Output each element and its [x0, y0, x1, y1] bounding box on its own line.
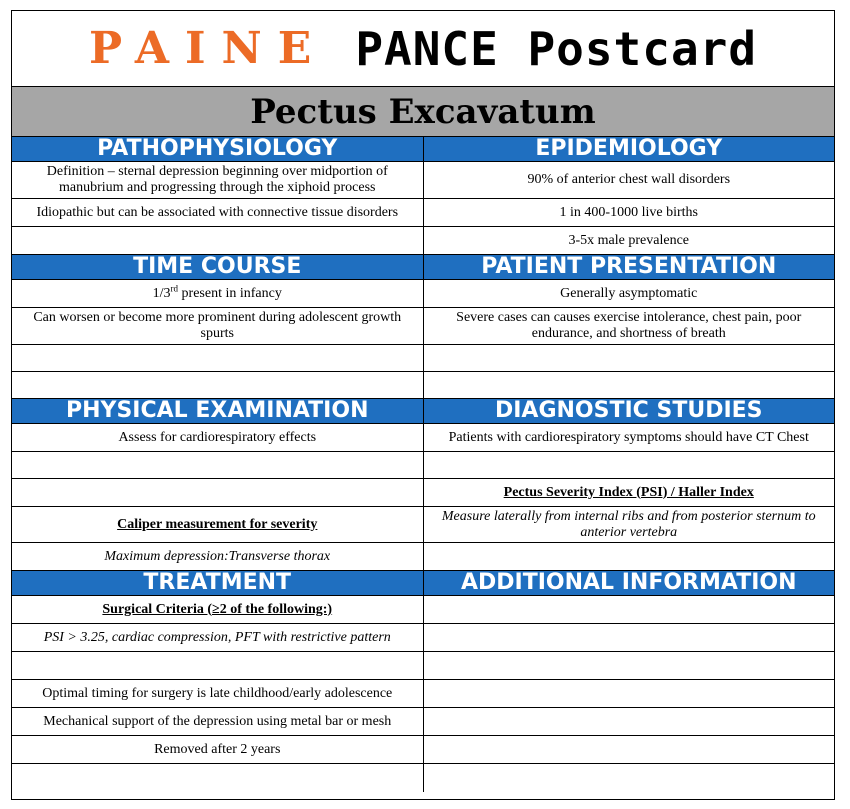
- table-row: [12, 308, 834, 345]
- treatment-item: Mechanical support of the depression using metal bar or mesh: [12, 708, 423, 736]
- table-row: [12, 199, 834, 227]
- empty-cell: [12, 372, 423, 399]
- empty-cell: [423, 345, 834, 372]
- time-course-item: Can worsen or become more prominent during adolescent growth spurts: [12, 308, 423, 345]
- postcard-header: [12, 11, 834, 87]
- patient-presentation-item: Generally asymptomatic: [423, 280, 834, 308]
- empty-cell: [423, 652, 834, 680]
- section-header-row: [12, 399, 834, 424]
- section-header-row: [12, 255, 834, 280]
- section-header-row: [12, 137, 834, 162]
- section-title-pathophysiology: PATHOPHYSIOLOGY: [12, 137, 423, 162]
- empty-cell: [423, 452, 834, 479]
- empty-cell: [423, 624, 834, 652]
- table-row: [12, 345, 834, 372]
- pathophysiology-item: Definition – sternal depression beginning over midportion of manubrium and progressing through the xiphoid process: [12, 162, 423, 199]
- time-course-text: present in infancy: [178, 285, 282, 301]
- section-title-patient-presentation: PATIENT PRESENTATION: [423, 255, 834, 280]
- section-title-treatment: TREATMENT: [12, 571, 423, 596]
- table-row: [12, 424, 834, 452]
- treatment-item: Removed after 2 years: [12, 736, 423, 764]
- section-title-diagnostic-studies: DIAGNOSTIC STUDIES: [423, 399, 834, 424]
- postcard-title: PANCE Postcard: [355, 21, 758, 76]
- section-title-time-course: TIME COURSE: [12, 255, 423, 280]
- section-title-epidemiology: EPIDEMIOLOGY: [423, 137, 834, 162]
- empty-cell: [423, 543, 834, 571]
- empty-cell: [12, 227, 423, 255]
- postcard: [11, 10, 835, 800]
- table-row: [12, 764, 834, 792]
- section-title-physical-examination: PHYSICAL EXAMINATION: [12, 399, 423, 424]
- brand-logo-text: PAINE: [88, 23, 328, 74]
- pathophysiology-item: Idiopathic but can be associated with connective tissue disorders: [12, 199, 423, 227]
- diagnostic-studies-item: Patients with cardiorespiratory symptoms should have CT Chest: [423, 424, 834, 452]
- empty-cell: [423, 708, 834, 736]
- table-row: [12, 452, 834, 479]
- table-row: [12, 736, 834, 764]
- empty-cell: [12, 479, 423, 507]
- empty-cell: [12, 345, 423, 372]
- empty-cell: [423, 372, 834, 399]
- content-table: [12, 137, 834, 792]
- table-row: [12, 162, 834, 199]
- empty-cell: [12, 652, 423, 680]
- topic-title: Pectus Excavatum: [12, 87, 834, 137]
- empty-cell: [12, 764, 423, 792]
- ordinal-suffix: rd: [170, 282, 179, 293]
- physical-examination-subheading: Caliper measurement for severity: [12, 507, 423, 543]
- table-row: [12, 624, 834, 652]
- table-row: [12, 479, 834, 507]
- epidemiology-item: 3-5x male prevalence: [423, 227, 834, 255]
- section-title-additional-information: ADDITIONAL INFORMATION: [423, 571, 834, 596]
- treatment-subheading: Surgical Criteria (≥2 of the following:): [12, 596, 423, 624]
- table-row: [12, 227, 834, 255]
- table-row: [12, 596, 834, 624]
- empty-cell: [12, 452, 423, 479]
- diagnostic-studies-subheading: Pectus Severity Index (PSI) / Haller Index: [423, 479, 834, 507]
- table-row: [12, 543, 834, 571]
- epidemiology-item: 90% of anterior chest wall disorders: [423, 162, 834, 199]
- treatment-item: PSI > 3.25, cardiac compression, PFT with restrictive pattern: [12, 624, 423, 652]
- table-row: [12, 652, 834, 680]
- table-row: [12, 507, 834, 543]
- empty-cell: [423, 736, 834, 764]
- table-row: [12, 708, 834, 736]
- section-header-row: [12, 571, 834, 596]
- treatment-item: Optimal timing for surgery is late childhood/early adolescence: [12, 680, 423, 708]
- diagnostic-studies-item: Measure laterally from internal ribs and from posterior sternum to anterior vertebra: [423, 507, 834, 543]
- epidemiology-item: 1 in 400-1000 live births: [423, 199, 834, 227]
- time-course-fraction: 1/3: [152, 285, 171, 301]
- table-row: [12, 280, 834, 308]
- time-course-item: [12, 280, 423, 308]
- physical-examination-item: Assess for cardiorespiratory effects: [12, 424, 423, 452]
- empty-cell: [423, 596, 834, 624]
- physical-examination-item: Maximum depression:Transverse thorax: [12, 543, 423, 571]
- table-row: [12, 680, 834, 708]
- empty-cell: [423, 680, 834, 708]
- table-row: [12, 372, 834, 399]
- patient-presentation-item: Severe cases can causes exercise intolerance, chest pain, poor endurance, and shortness of breath: [423, 308, 834, 345]
- empty-cell: [423, 764, 834, 792]
